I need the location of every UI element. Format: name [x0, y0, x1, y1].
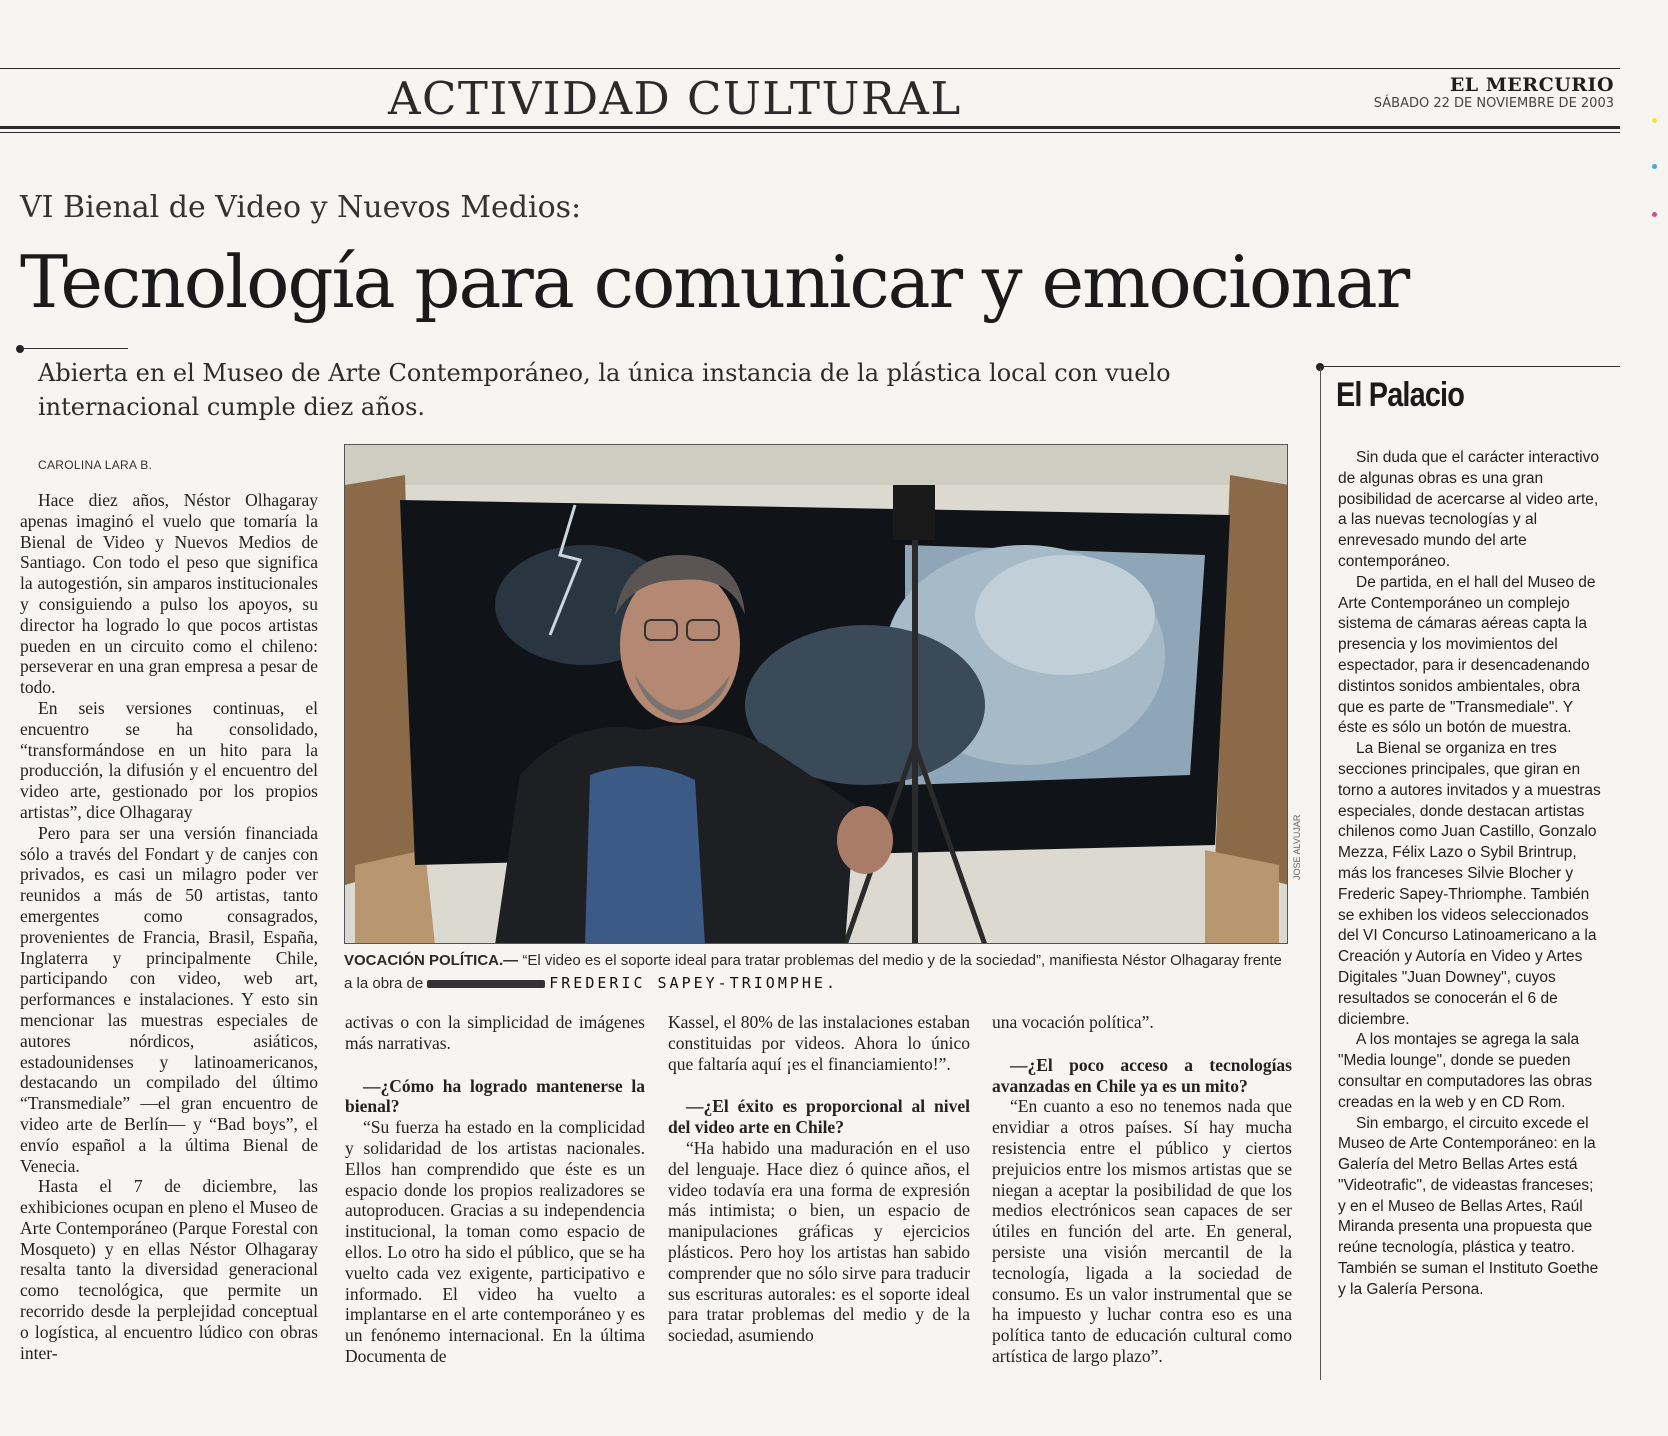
sidebar-top-rule: [1320, 366, 1620, 367]
header-bottom-rule: [0, 126, 1620, 129]
article-kicker: VI Bienal de Video y Nuevos Medios:: [20, 190, 582, 225]
photo-illustration: [345, 445, 1288, 944]
sidebar-paragraph: A los montajes se agrega la sala "Media lounge", donde se pueden consultar en computadores las obras creadas en la web y en CD Rom.: [1338, 1031, 1593, 1111]
interview-question: —¿El éxito es proporcional al nivel del video arte en Chile?: [668, 1096, 970, 1138]
body-column-2: [345, 1012, 645, 1367]
body-column-1: [20, 490, 318, 1363]
body-column-4: [992, 1012, 1292, 1367]
sidebar-paragraph: Sin embargo, el circuito excede el Museo de Arte Contemporáneo: en la Galería del Metro Bellas Artes está "Videotrafic", de videastas franceses; y en el Museo de Bellas Artes, Raúl Miranda presenta una propuesta que reúne tecnología, plástica y teatro. También se suman el Instituto Goethe y la Galería Persona.: [1338, 1114, 1599, 1298]
paragraph: Hasta el 7 de diciembre, las exhibiciones ocupan en pleno el Museo de Arte Contemporáneo (Parque Forestal con Mosqueto) y en ellas Néstor Olhagaray resalta tanto la diversidad generacional como tecnológica, que permite un recorrido desde la perplejidad conceptual o logística, al encuentro lúdico con obras inter-: [20, 1176, 318, 1363]
headline-rule: [20, 348, 128, 349]
article-headline: Tecnología para comunicar y emocionar: [20, 240, 1409, 324]
article-photo: [344, 444, 1288, 944]
sidebar-title: El Palacio: [1336, 376, 1465, 414]
interview-question: —¿El poco acceso a tecnologías avanzadas en Chile ya es un mito?: [992, 1054, 1292, 1096]
paragraph: Kassel, el 80% de las instalaciones estaban constituidas por videos. Ahora lo único que faltaría aquí ¡es el financiamiento!”.: [668, 1012, 970, 1074]
bullet-dot: [16, 345, 24, 353]
color-speck-magenta: [1652, 212, 1657, 217]
paragraph: En seis versiones continuas, el encuentro se ha consolidado, “transformándose en un hito para la producción, la difusión y el encuentro del video arte, gestionado por los propios artistas”, dice Olhagaray: [20, 697, 318, 822]
caption-text: “El video es el soporte ideal para tratar problemas del medio y de la sociedad”, manifiesta Néstor Olhagaray frente a la obra de: [344, 952, 1282, 992]
byline: CAROLINA LARA B.: [38, 458, 153, 472]
paragraph: Hace diez años, Néstor Olhagaray apenas imaginó el vuelo que tomaría la Bienal de Video y Nuevos Medios de Santiago. Con todo el peso que significa la autogestión, sin amparos institucionales y consiguiendo a pulso los apoyos, su director ha logrado lo que pocos artistas pueden en un circuito como el chileno: perseverar en una gran empresa a pesar de todo.: [20, 490, 318, 698]
interview-question: —¿Cómo ha logrado mantenerse la bienal?: [345, 1075, 645, 1117]
paragraph: una vocación política”.: [992, 1012, 1154, 1032]
publication-date: SÁBADO 22 DE NOVIEMBRE DE 2003: [1373, 96, 1614, 111]
body-column-3: [668, 1012, 970, 1346]
crossed-out-text: [427, 980, 545, 988]
paragraph: “En cuanto a eso no tenemos nada que envidiar a otros países. Sí hay mucha resistencia entre el público y ciertos prejuicios entre los mismos artistas que se niegan a aceptar la posibilidad de que los medios electrónicos sean capaces de ser útiles en función del arte. En general, persiste una visión mercantil de la tecnología, ligada a la sociedad de consumo. Es un valor instrumental que se ha impuesto y luchar contra eso es una política tanto de educación cultural como artística de largo plazo”.: [992, 1096, 1292, 1366]
paragraph: “Su fuerza ha estado en la complicidad y solidaridad de los artistas nacionales. Ellos han comprendido que éste es un espacio donde los propios realizadores se autoproducen. Gracias a su independencia institucional, la toman como espacio de ellos. Lo otro ha sido el público, que se ha vuelto cada vez exigente, participativo e informado. El video ha vuelto a implantarse en el arte contemporáneo y es un fenónemo internacional. En la última Documenta de: [345, 1117, 645, 1366]
sidebar-body: [1338, 448, 1604, 1301]
article-deck: Abierta en el Museo de Arte Contemporáneo, la única instancia de la plástica local con vuelo internacional cumple diez años.: [38, 359, 1171, 421]
handwritten-annotation: FREDERIC SAPEY-TRIOMPHE.: [549, 974, 838, 992]
sidebar-paragraph: La Bienal se organiza en tres secciones principales, que giran en torno a autores invitados y a muestras especiales, donde destacan artistas chilenos como Juan Castillo, Gonzalo Mezza, Félix Lazo o Sybil Brintrup, más los franceses Silvie Blocher y Frederic Sapey-Thriomphe. También se exhiben los videos seleccionados del VI Concurso Latinoamericano a la Creación y Autoría en Video y Artes Digitales "Juan Downey", cuyos resultados se conocerán el 6 de diciembre.: [1338, 740, 1601, 1028]
top-rule: [0, 68, 1620, 69]
section-title: ACTIVIDAD CULTURAL: [388, 72, 962, 125]
sidebar-divider: [1320, 368, 1321, 1380]
photo-caption: [344, 950, 1294, 995]
masthead: EL MERCURIO: [1449, 74, 1614, 96]
color-speck-yellow: [1652, 118, 1657, 123]
paragraph: Pero para ser una versión financiada sólo a través del Fondart y de canjes con privados, es casi un milagro poder ver reunidos a más de 50 artistas, tanto emergentes como consagrados, provenientes de Francia, Brasil, España, Inglaterra y principalmente Chile, participando con video, web art, performances e instalaciones. Y esto sin mencionar las muestras especiales de autores nórdicos, asiáticos, estadounidenses y latinoamericanos, destacando un compilado del último “Transmediale” —el gran encuentro de video arte de Berlín— y “Bad boys”, el envío español a la última Bienal de Venecia.: [20, 822, 318, 1176]
caption-label: VOCACIÓN POLÍTICA.—: [344, 952, 519, 969]
color-speck-blue: [1652, 164, 1657, 169]
header-bottom-rule-thin: [0, 132, 1620, 133]
paragraph: “Ha habido una maduración en el uso del lenguaje. Hace diez ó quince años, el video todavía era una forma de expresión más intimista; o bien, un espacio de manipulaciones gráficas y ejercicios plásticos. Pero hoy los artistas han sabido comprender que no sólo sirve para traducir sus escrituras autorales: es el soporte ideal para tratar problemas del medio y de la sociedad, asumiendo: [668, 1137, 970, 1346]
sidebar-paragraph: Sin duda que el carácter interactivo de algunas obras es una gran posibilidad de acercarse al video arte, a las nuevas tecnologías y al enrevesado mundo del arte contemporáneo.: [1338, 449, 1599, 570]
sidebar-paragraph: De partida, en el hall del Museo de Arte Contemporáneo un complejo sistema de cámaras aéreas capta la presencia y los movimientos del espectador, para ir desencadenando distintos sonidos ambientales, obra que es parte de "Transmediale". Y éste es sólo un botón de muestra.: [1338, 573, 1596, 737]
photo-credit: JOSE ALVUJAR: [1292, 814, 1302, 880]
paragraph: activas o con la simplicidad de imágenes más narrativas.: [345, 1012, 645, 1053]
